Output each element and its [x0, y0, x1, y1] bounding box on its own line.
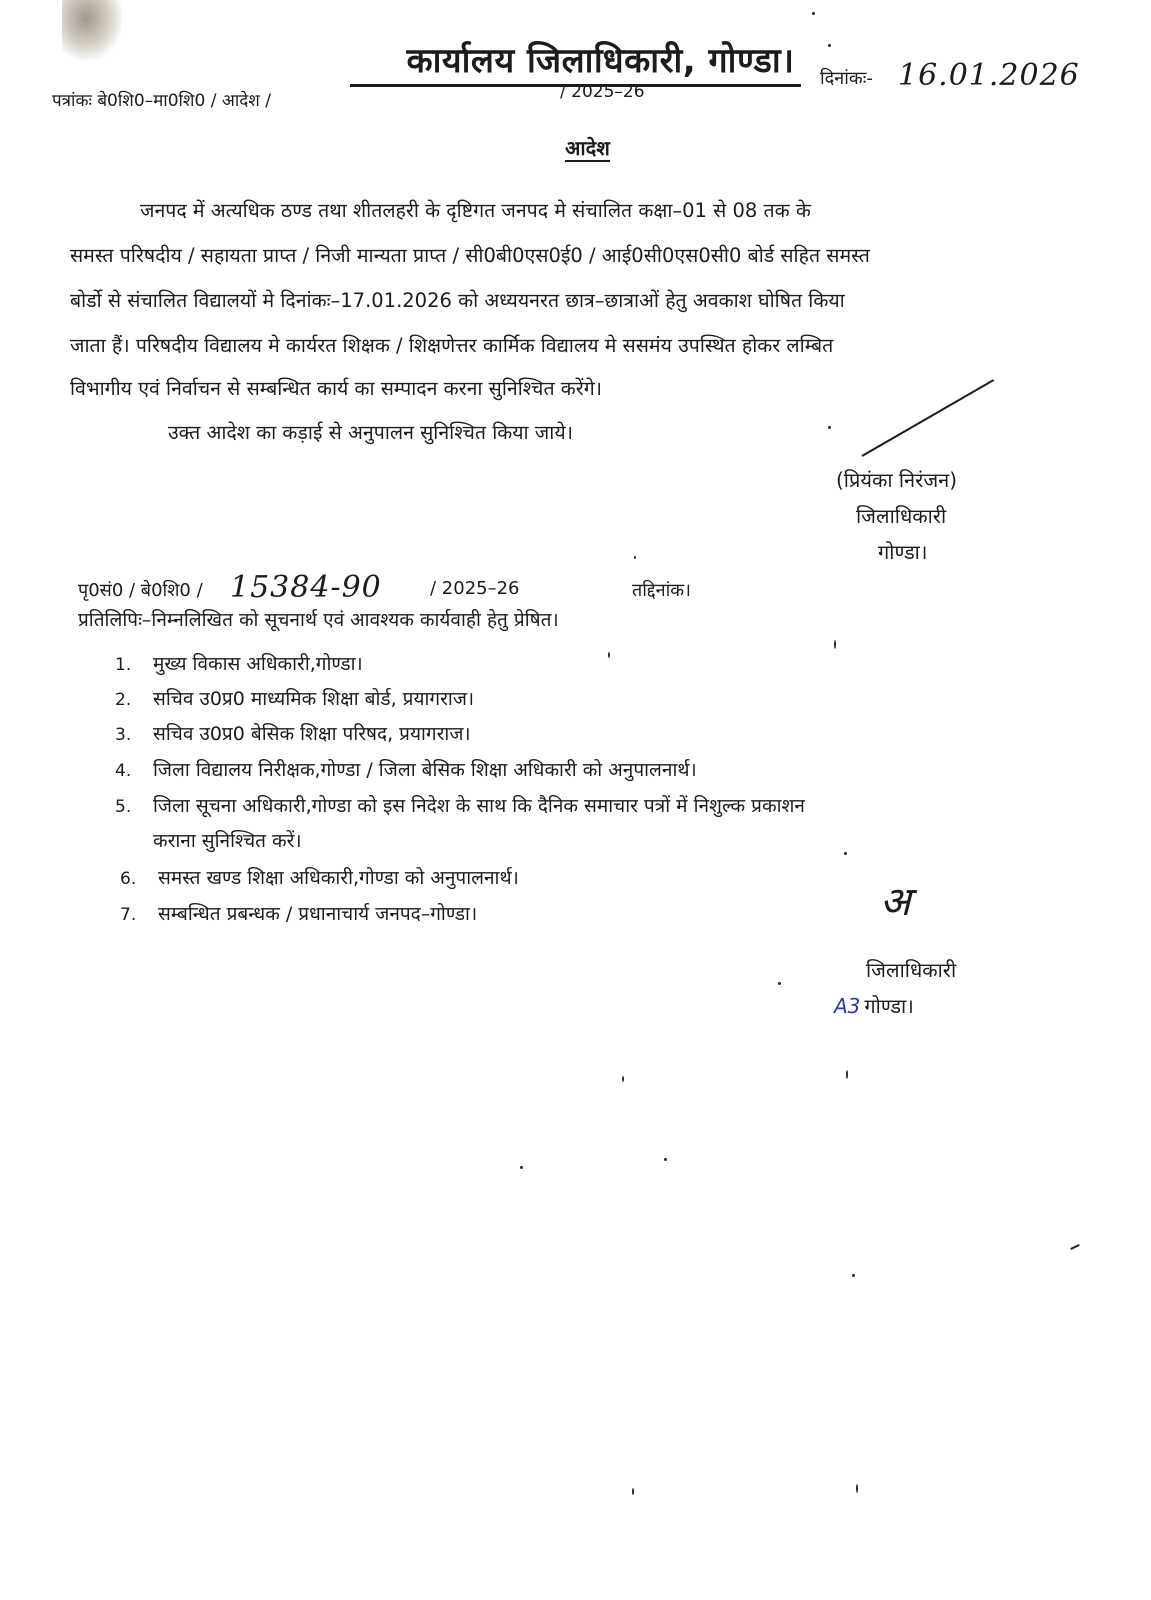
endorsement-year: / 2025–26: [430, 578, 520, 599]
order-paragraph-line: बोर्डो से संचालित विद्यालयों मे दिनांकः–17.01.2026 को अध्ययनरत छात्र–छात्राओं हेतु अवकाश घोषित किया: [70, 289, 845, 312]
signatory-name: (प्रियंका निरंजन): [836, 468, 958, 492]
letter-year: / 2025–26: [560, 82, 645, 102]
copy-list-item: 4. जिला विद्यालय निरीक्षक,गोण्डा / जिला बेसिक शिक्षा अधिकारी को अनुपालनार्थ।: [115, 759, 697, 781]
scan-speck: [664, 1158, 667, 1161]
copy-list-item: 7. सम्बन्धित प्रबन्धक / प्रधानाचार्य जनपद–गोण्डा।: [120, 903, 478, 925]
scan-speck: [828, 44, 831, 47]
copy-list-item-continuation: कराना सुनिश्चित करें।: [153, 830, 302, 852]
handwritten-date: 16.01.2026: [898, 58, 1080, 93]
scan-speck: [846, 1070, 848, 1079]
handwritten-ref-number: 15384-90: [230, 570, 382, 605]
office-title: कार्यालय जिलाधिकारी, गोण्डा।: [0, 36, 1151, 87]
order-paragraph-line: जनपद में अत्यधिक ठण्ड तथा शीतलहरी के दृष्टिगत जनपद मे संचालित कक्षा–01 से 08 तक के: [140, 199, 811, 222]
handwritten-note: A3: [834, 994, 861, 1018]
scan-speck: [852, 1274, 855, 1277]
scan-speck: [834, 640, 836, 649]
signatory2-place: A3 गोण्डा।: [834, 994, 914, 1018]
copy-list-item: 5. जिला सूचना अधिकारी,गोण्डा को इस निदेश के साथ कि दैनिक समाचार पत्रों में निशुल्क प्रकाशन: [115, 795, 805, 817]
scan-speck: [608, 652, 610, 658]
scan-speck: [844, 852, 847, 855]
scan-speck: [812, 12, 815, 15]
date-label: दिनांकः-: [820, 68, 873, 89]
scan-speck: [856, 1484, 858, 1493]
letter-number: पत्रांकः बे0शि0–मा0शि0 / आदेश /: [52, 91, 271, 111]
scan-speck: [632, 1488, 634, 1495]
order-closing-line: उक्त आदेश का कड़ाई से अनुपालन सुनिश्चित किया जाये।: [168, 421, 574, 444]
copy-intro: प्रतिलिपिः–निम्नलिखित को सूचनार्थ एवं आवश्यक कार्यवाही हेतु प्रेषित।: [78, 609, 559, 631]
copy-list-item: 6. समस्त खण्ड शिक्षा अधिकारी,गोण्डा को अनुपालनार्थ।: [120, 867, 519, 889]
signature-stroke: [862, 379, 995, 457]
endorsement-date: तद्दिनांक।: [632, 580, 691, 601]
scan-speck: [1070, 1244, 1080, 1250]
order-heading: आदेश: [565, 136, 610, 160]
signatory2-designation: जिलाधिकारी: [866, 958, 957, 982]
handwritten-initials: अ: [880, 879, 911, 925]
order-paragraph-line: जाता हैं। परिषदीय विद्यालय मे कार्यरत शिक्षक / शिक्षणेत्तर कार्मिक विद्यालय मे ससमंय उपस्थित होकर लम्बित: [70, 334, 834, 357]
scan-speck: [778, 982, 781, 985]
copy-list-item: 2. सचिव उ0प्र0 माध्यमिक शिक्षा बोर्ड, प्रयागराज।: [115, 688, 475, 710]
scan-speck: [622, 1076, 624, 1082]
order-paragraph-line: विभागीय एवं निर्वाचन से सम्बन्धित कार्य का सम्पादन करना सुनिश्चित करेंगे।: [70, 377, 603, 400]
endorsement-ref: पृ0सं0 / बे0शि0 /: [78, 580, 203, 601]
copy-list-item: 3. सचिव उ0प्र0 बेसिक शिक्षा परिषद, प्रयागराज।: [115, 723, 471, 745]
signatory-place: गोण्डा।: [878, 540, 928, 564]
signatory-designation: जिलाधिकारी: [856, 504, 947, 528]
scan-speck: [634, 556, 636, 559]
order-paragraph-line: समस्त परिषदीय / सहायता प्राप्त / निजी मान्यता प्राप्त / सी0बी0एस0ई0 / आई0सी0एस0सी0 बोर्ड सहित समस्त: [70, 244, 870, 267]
scan-speck: [520, 1166, 523, 1169]
scan-speck: [828, 426, 831, 429]
copy-list-item: 1. मुख्य विकास अधिकारी,गोण्डा।: [115, 653, 363, 675]
